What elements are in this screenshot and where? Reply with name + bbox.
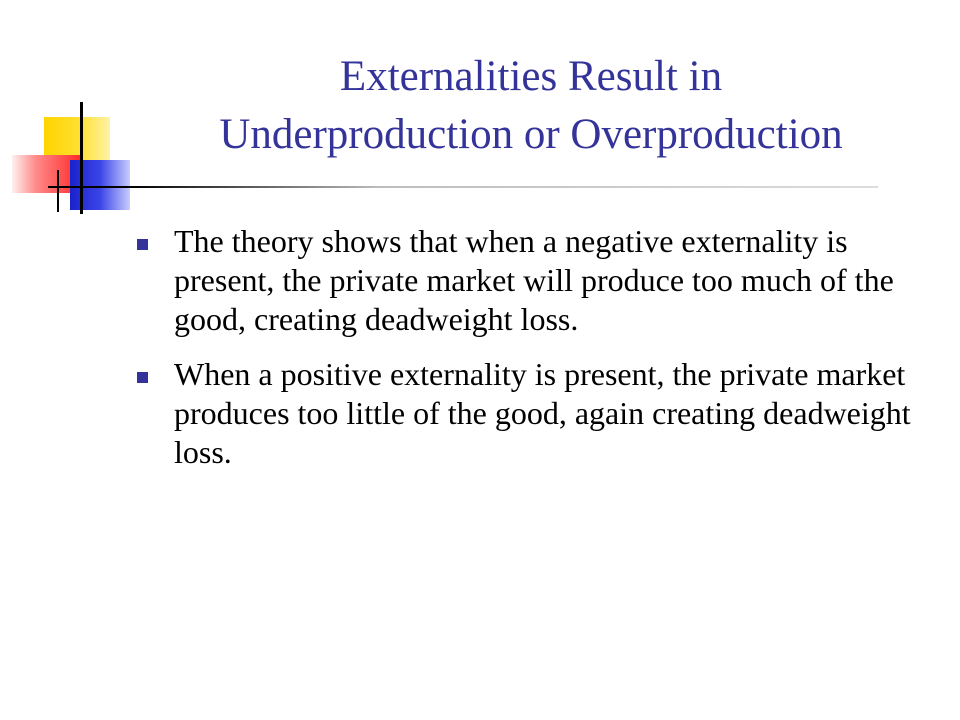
blue-square-decoration <box>70 160 130 210</box>
title-divider-line <box>48 186 878 188</box>
bullet-list <box>130 222 920 488</box>
bullet-item <box>130 222 920 339</box>
square-bullet-icon <box>137 239 148 250</box>
slide-title-line-2: Underproduction or Overproduction <box>219 111 843 158</box>
vertical-rule-short <box>57 170 59 212</box>
slide-title-line-1: Externalities Result in <box>339 53 723 100</box>
square-bullet-icon <box>137 372 148 383</box>
vertical-rule <box>80 102 83 214</box>
slide-title <box>128 48 934 164</box>
decorative-logo <box>0 0 140 230</box>
bullet-item <box>130 355 920 472</box>
bullet-text: When a positive externality is present, the private market produces too little of the good, again creating deadweight loss. <box>174 356 911 470</box>
bullet-text: The theory shows that when a negative externality is present, the private market will produce too much of the good, creating deadweight loss. <box>174 223 894 337</box>
